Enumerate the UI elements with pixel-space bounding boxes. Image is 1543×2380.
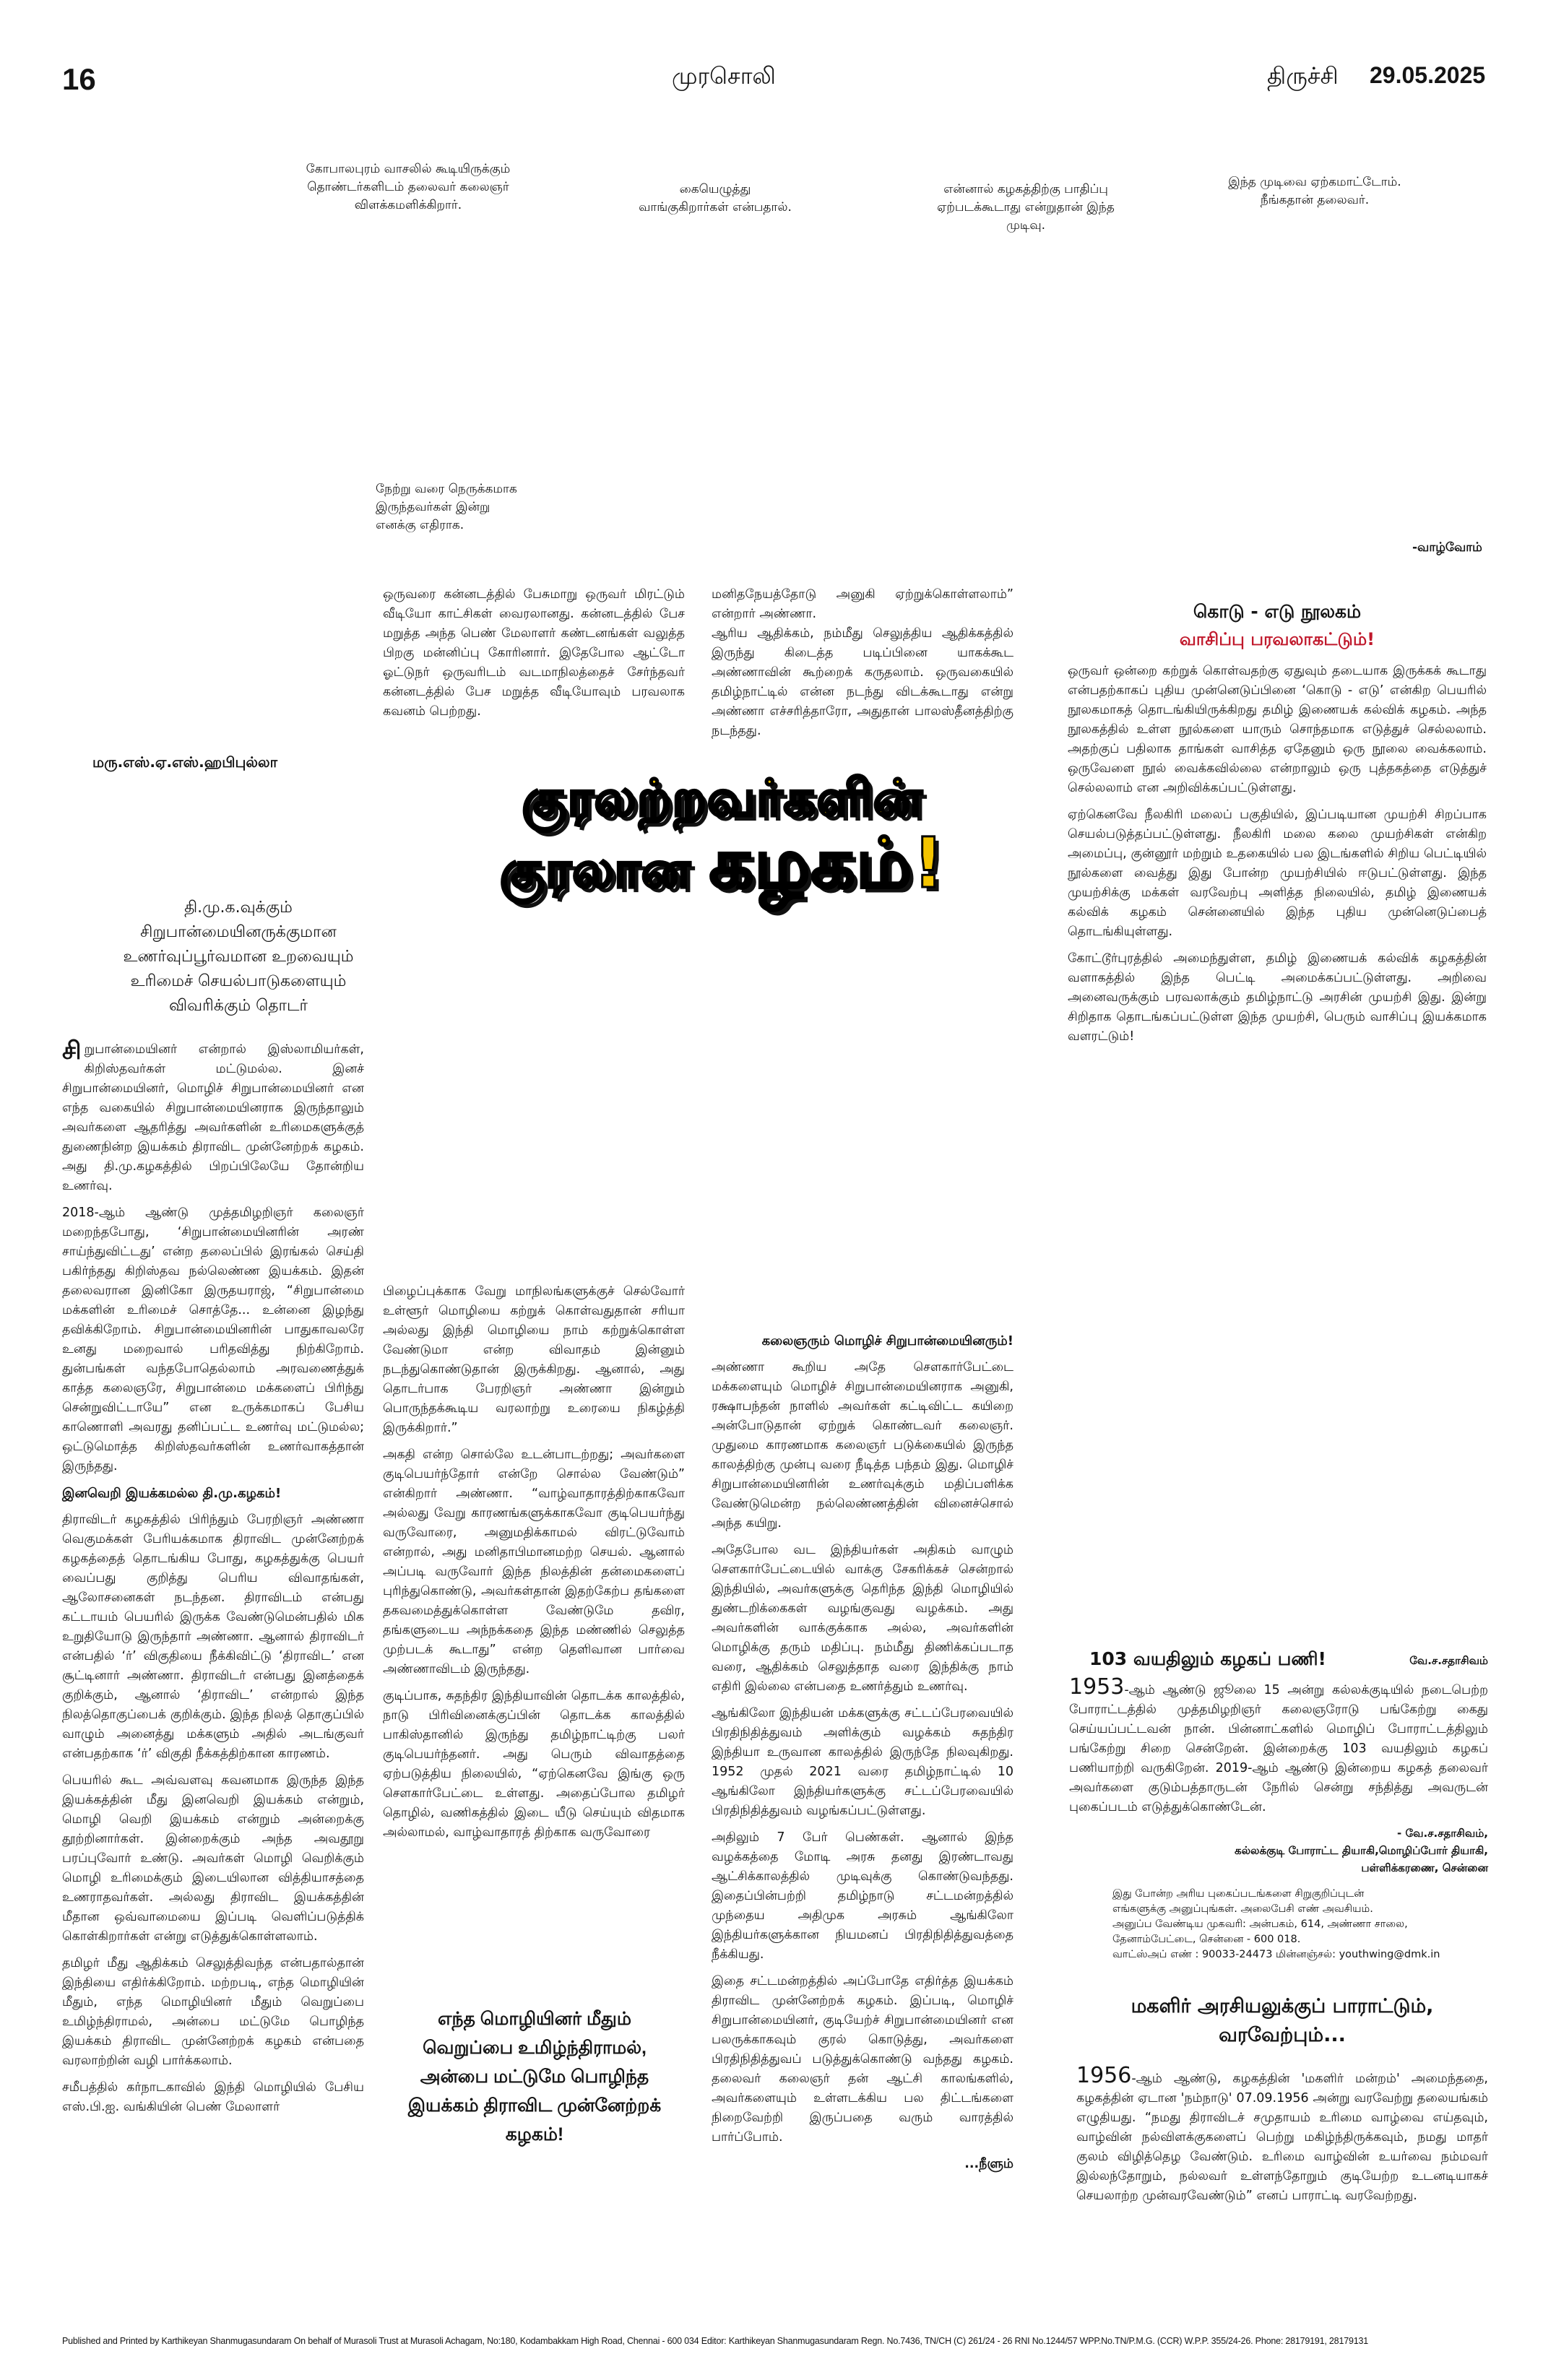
left-para-3: திராவிடர் கழகத்தில் பிரிந்தும் பேரறிஞர் அண்ணா வெகுமக்கள் பேரியக்கமாக திராவிட முன்னேற்றக் கழகத்தைத் தொடங்கிய போது, கழகத்துக்கு பெயர் வைப்பது குறித்து பெரிய விவாதங்கள், ஆலோசனைகள் நடந்தன. திராவிடம் என்பது கட்டாயம் பெயரில் இருக்க வேண்டுமென்பதில் மிக உறுதியோடு இருந்தார் அண்ணா. ஆனால் திராவிடர் என்பதில் ‘ர்’ விகுதியை நீக்கிவிட்டு ‘திராவிட’ என சூட்டினார் அண்ணா. திராவிடர் என்பது இனத்தைக் குறிக்கும், ஆனால் ‘திராவிட’ என்றால் இந்த நிலத்தொகுப்பைக் குறிக்கும். இந்த நிலத் தொகுப்பில் வாழும் அனைத்து மக்களும் அதில் அடங்குவர் என்பதற்காக ‘ர்’ விகுதி நீக்கத்திற்கான காரணம். xyxy=(62,1513,364,1761)
pull-quote: எந்த மொழியினர் மீதும் வெறுப்பை உமிழ்ந்திராமல், அன்பை மட்டுமே பொழிந்த இயக்கம் திராவிட முன்னேற்றக் கழகம்! xyxy=(407,2009,662,2145)
letter-body xyxy=(1069,1674,1488,1817)
left-column xyxy=(62,1037,364,2124)
right-para-1: அண்ணா கூறிய அதே சௌகார்பேட்டை மக்களையும் மொழிச் சிறுபான்மையினராக அனுகி, ரக்ஷாபந்தன் நாளில் அவர்கள் கட்டிவிட்ட கயிறை அன்போடுதான் ஏற்றுக் கொண்டவர் கலைஞர். முதுமை காரணமாக கலைஞர் படுக்கையில் இருந்த காலத்திற்கு முன்பு வரை நீடித்த பந்தம் இது. மொழிச் சிறுபான்மையினரின் உணர்வுக்கும் மதிப்பளிக்க வேண்டுமென்ற நல்லெண்ணத்தின் வினைச்சொல் அந்த கயிறு. xyxy=(712,1360,1013,1531)
body-col-top-2: மனிதநேயத்தோடு அனுகி ஏற்றுக்கொள்ளலாம்” என்றார் அண்ணா. ஆரிய ஆதிக்கம், நம்மீது செலுத்திய ஆதிக்கத்தில் இருந்து கிடைத்த படிப்பினை யாகக்கூட அண்ணாவின் கூற்றைக் கருதலாம். ஒருவகையில் தமிழ்நாட்டில் என்ன நடந்து விடக்கூடாது என்று அண்ணா எச்சரித்தாரோ, அதுதான் பாலஸ்தீனத்திற்கு நடந்தது. xyxy=(712,587,1013,738)
photo-caption-3: என்னால் கழகத்திற்கு பாதிப்பு ஏற்படக்கூடாது என்றுதான் இந்த முடிவு. xyxy=(937,182,1115,233)
letter-body-text: -ஆம் ஆண்டு ஜூலை 15 அன்று கல்லக்குடியில் நடைபெற்ற போராட்டத்தில் முத்தமிழறிஞர் கலைஞரோடு பங்கேற்று கைது செய்யப்பட்டவன் நான். பின்னாட்களில் மொழிப் போராட்டத்திலும் பங்கேற்று சிறை சென்றேன். இன்றைக்கு 103 வயதிலும் கழகப் பணியாற்றி வருகிறேன். 2019-ஆம் ஆண்டு இன்றைய கழகத் தலைவர் அவர்களை குடும்பத்தாருடன் நேரில் சென்று சந்தித்து அவருடன் புகைப்படம் எடுத்துக்கொண்டேன். xyxy=(1069,1683,1488,1814)
library-para-1: ஒருவர் ஒன்றை கற்றுக் கொள்வதற்கு ஏதுவும் தடையாக இருக்கக் கூடாது என்பதற்காகப் புதிய முன்னெடுப்பினை ‘கொடு - எடு’ என்கிற பெயரில் நூலகமாகத் தொடங்கியிருக்கிறது தமிழ் இணையக் கல்விக் கழகம். அந்த நூலகத்தில் உள்ள நூல்களை யாரும் சொந்தமாக எடுத்துச் செல்லலாம். அதற்குப் பதிலாக தாங்கள் வாசித்த ஏதேனும் ஒரு நூலை வைக்கலாம். ஒருவேளை நூல் வைக்கவில்லை என்றாலும் ஒரு புத்தகத்தை எடுத்துச் செல்லலாம் என அறிவிக்கப்பட்டுள்ளது. xyxy=(1068,664,1487,795)
notice-line-3: அனுப்ப வேண்டிய முகவரி: அன்பகம், 614, அண்ணா சாலை, xyxy=(1112,1918,1408,1930)
letter-title: 103 வயதிலும் கழகப் பணி! xyxy=(1089,1648,1326,1669)
right-subheading: கலைஞரும் மொழிச் சிறுபான்மையினரும்! xyxy=(761,1333,1013,1349)
middle-para-1: பிழைப்புக்காக வேறு மாநிலங்களுக்குச் செல்வோர் உள்ளூர் மொழியை கற்றுக் கொள்வதுதான் சரியா அல்லது இந்தி மொழியை நாம் கற்றுக்கொள்ள வேண்டுமா என்ற விவாதம் இன்னும் நடந்துகொண்டுதான் இருக்கிறது. ஆனால், அது தொடர்பாக பேரறிஞர் அண்ணா இன்றும் பொருந்தக்கூடிய வரலாற்று உரையை நிகழ்த்தி இருக்கிறார்.” xyxy=(383,1284,685,1435)
author-byline: மரு.எஸ்.ஏ.எஸ்.ஹபிபுல்லா xyxy=(92,753,278,771)
page-number: 16 xyxy=(62,62,96,96)
right-para-3: ஆங்கிலோ இந்தியன் மக்களுக்கு சட்டப்பேரவையில் பிரதிநிதித்துவம் அளிக்கும் வழக்கம் சுதந்திர இந்தியா உருவான காலத்தில் இருந்தே நிலவுகிறது. 1952 முதல் 2021 வரை தமிழ்நாட்டில் 10 ஆங்கிலோ இந்தியர்களுக்கு சட்டப்பேரவையில் பிரதிநிதித்துவம் வழங்கப்பட்டுள்ளது. xyxy=(712,1706,1013,1818)
newspaper-name: முரசொலி xyxy=(672,62,776,90)
left-para-2: 2018-ஆம் ஆண்டு முத்தமிழறிஞர் கலைஞர் மறைந்தபோது, ‘சிறுபான்மையினரின் அரண் சாய்ந்துவிட்டது’ என்ற தலைப்பில் இரங்கல் செய்தி பகிர்ந்தது கிறிஸ்தவ நல்லெண்ண இயக்கம். இதன் தலைவரான இனிகோ இருதயராஜ், “சிறுபான்மை மக்களின் உரிமைச் சொத்தே... உன்னை இழந்து தவிக்கிறோம். சிறுபான்மையினரின் பாதுகாவலரே உனது மறைவால் பரிதவித்து நிற்கிறோம். துன்பங்கள் வந்தபோதெல்லாம் அரவணைத்துக் காத்த கலைஞரே, சிறுபான்மை மக்களைப் பிரிந்து சென்றுவிட்டாயே” என உருக்கமாகப் பேசிய காணொளி அவரது தனிப்பட்ட உணர்வு மட்டுமல்ல; ஒட்டுமொத்த கிறிஸ்தவர்களின் உணர்வாகத்தான் இருந்தது. xyxy=(62,1206,364,1474)
signoff-previous: -வாழ்வோம் xyxy=(1412,540,1482,555)
letter-notice xyxy=(1112,1887,1488,1963)
right-para-5: இதை சட்டமன்றத்தில் அப்போதே எதிர்த்த இயக்கம் திராவிட முன்னேற்றக் கழகம். இப்படி, மொழிச் சிறுபான்மையினர், குடியேற்ச் சிறுபான்மையினர் என பலருக்காகவும் குரல் கொடுத்து, அவர்களை பிரதிநிதித்துவப் படுத்துக்கொண்டு வந்தது கழகம். தலைவர் கலைஞர் தன் ஆட்சி காலங்களில், அவர்களையும் உள்ளடக்கிய பல திட்டங்களை நிறைவேற்றி இருப்பதை வரும் வாரத்தில் பார்ப்போம். xyxy=(712,1974,1013,2145)
left-para-1-text: றுபான்மையினர் என்றால் இஸ்லாமியர்கள், கிறிஸ்தவர்கள் மட்டுமல்ல. இனச் சிறுபான்மையினர், மொழிச் சிறுபான்மையினர் என எந்த வகையில் சிறுபான்மையினராக இருந்தாலும் அவர்களை ஆதரித்து அவர்களின் உரிமைகளுக்குத் துணைநின்ற இயக்கம் திராவிட முன்னேற்றக் கழகம். அது தி.மு.கழகத்தில் பிறப்பிலேயே தோன்றிய உணர்வு. xyxy=(62,1042,364,1193)
headline-line-2a: குரலான xyxy=(500,840,709,899)
women-drop-year: 1956 xyxy=(1076,2063,1132,2088)
right-column xyxy=(712,1325,1013,2174)
library-box xyxy=(1068,601,1487,1054)
photo-caption-5: நேற்று வரை நெருக்கமாக இருந்தவர்கள் இன்று எனக்கு எதிராக. xyxy=(376,482,517,532)
letter-sign-3: பள்ளிக்கரணை, சென்னை xyxy=(1361,1861,1488,1874)
letter-author-short: வே.ச.சதாசிவம் xyxy=(1409,1654,1488,1667)
body-col-top-1: ஒருவரை கன்னடத்தில் பேசுமாறு ஒருவர் மிரட்டும் வீடியோ காட்சிகள் வைரலானது. கன்னடத்தில் பேச மறுத்த அந்த பெண் மேலாளர் கண்டனங்கள் வலுத்த பிறகு மன்னிப்பு கோரினார். இதேபோல ஆட்டோ ஓட்டுநர் ஒருவரிடம் வடமாநிலத்தைச் சேர்ந்தவர் கன்னடத்தில் பேச மறுத்த வீடியோவும் பரவலாக கவனம் பெற்றது. xyxy=(383,587,685,719)
women-body-text: -ஆம் ஆண்டு, கழகத்தின் 'மகளிர் மன்றம்' அமைந்ததை, கழகத்தின் ஏடான 'நம்நாடு' 07.09.1956 அன்று வரவேற்று தலையங்கம் எழுதியது. “நமது திராவிடச் சமுதாயம் உரிமை வாழ்வை எய்தவும், வாழ்வின் நல்விளக்குகளைப் பெற்று மகிழ்ந்திருக்கவும், நமது மாதர் குலம் விழித்தெழ வேண்டும். உரிமை வாழ்வின் உயர்வை நம்மவர் இல்லந்தோறும், நல்லவர் உள்ளந்தோறும் குடியேற்ற உடனடியாகச் செயலாற்ற முன்வரவேண்டும்” எனப் பாராட்டி வரவேற்றது. xyxy=(1076,2072,1488,2203)
letter-sign-1: - வே.ச.சதாசிவம், xyxy=(1397,1827,1488,1840)
left-para-5: தமிழர் மீது ஆதிக்கம் செலுத்திவந்த என்பதால்தான் இந்தியை எதிர்க்கிறோம். மற்றபடி, எந்த மொழியின் மீதும், எந்த மொழியினர் மீதும் வெறுப்பை உமிழ்ந்திராமல், அன்பை மட்டுமே பொழிந்த இயக்கம் திராவிட முன்னேற்றக் கழகம் என்பதை வரலாற்றின் வழி பார்க்கலாம். xyxy=(62,1956,364,2068)
left-para-1 xyxy=(62,1037,364,1196)
women-box xyxy=(1076,1992,1488,2206)
right-para-2: அதேபோல வட இந்தியர்கள் அதிகம் வாழும் சௌகார்பேட்டையில் வாக்கு சேகரிக்கச் சென்றால் இந்தியில், அவர்களுக்கு தெரிந்த இந்தி மொழியில் துண்டறிக்கைகள் வழங்குவது வழக்கம். அது அவர்களின் வாக்குக்காக அல்ல, அவர்களின் மொழிக்கு தரும் மதிப்பு. நம்மீது திணிக்கப்படாத வரை, ஆதிக்கம் செலுத்தாத வரை இந்திக்கு நாம் எதிரி இல்லை என்பதை உணர்த்தும் உணர்வு. xyxy=(712,1543,1013,1694)
middle-column xyxy=(383,1282,685,1850)
left-para-6: சமீபத்தில் கர்நாடகாவில் இந்தி மொழியில் பேசிய எஸ்.பி.ஐ. வங்கியின் பெண் மேலாளர் xyxy=(62,2080,364,2114)
edition-city: திருச்சி xyxy=(1267,62,1339,90)
library-box-title: கொடு - எடு நூலகம் xyxy=(1193,601,1362,622)
photo-caption-2: கையெழுத்து வாங்குகிறார்கள் என்பதால். xyxy=(639,182,792,215)
middle-para-3: குடிப்பாக, சுதந்திர இந்தியாவின் தொடக்க காலத்தில், நாடு பிரிவினைக்குப்பின் தொடக்க காலத்தில் பாகிஸ்தானில் இருந்து தமிழ்நாட்டிற்கு பலர் குடிபெயர்ந்தனர். அது பெரும் விவாதத்தை ஏற்படுத்திய நிலையில், “ஏற்கெனவே இங்கு ஒரு சௌகார்பேட்டை உள்ளது. அதைப்போல தமிழர் தொழில், வணிகத்தில் இடை யீடு செய்யும் விதமாக அல்லாமல், வாழ்வாதாரத் திற்காக வருவோரை xyxy=(383,1689,685,1840)
photo-caption-4: இந்த முடிவை ஏற்கமாட்டோம். நீங்கதான் தலைவர். xyxy=(1228,175,1401,207)
library-box-body xyxy=(1068,662,1487,1047)
left-subheading: இனவெறி இயக்கமல்ல தி.மு.கழகம்! xyxy=(62,1486,282,1501)
headline-line-1: குரலற்றவர்களின் xyxy=(522,769,923,828)
notice-line-4: தேனாம்பேட்டை, சென்னை - 600 018. xyxy=(1112,1934,1301,1945)
women-title-2: வரவேற்பும்... xyxy=(1219,2024,1346,2046)
notice-line-2: எங்களுக்கு அனுப்புங்கள். அலைபேசி எண் அவசியம். xyxy=(1112,1903,1373,1915)
drop-cap: சி xyxy=(62,1037,82,1065)
headline-line-2 xyxy=(462,823,982,904)
notice-line-1: இது போன்ற அரிய புகைப்படங்களை சிறுகுறிப்புடன் xyxy=(1112,1888,1365,1900)
notice-line-5: வாட்ஸ்அப் எண் : 90033-24473 மின்னஞ்சல்: youthwing@dmk.in xyxy=(1112,1949,1440,1960)
letter-drop-year: 1953 xyxy=(1069,1674,1125,1700)
letter-sign-2: கல்லக்குடி போராட்ட தியாகி,மொழிப்போர் தியாகி, xyxy=(1235,1844,1488,1857)
library-box-subtitle: வாசிப்பு பரவலாகட்டும்! xyxy=(1179,629,1375,649)
library-para-3: கோட்டூர்புரத்தில் அமைந்துள்ள, தமிழ் இணையக் கல்விக் கழகத்தின் வளாகத்தில் இந்த பெட்டி அமைக்கப்பட்டுள்ளது. அறிவை அனைவருக்கும் பரவலாக்கும் தமிழ்நாட்டு அரசின் முயற்சி இது. இன்று சிறிதாக தொடங்கப்பட்டுள்ள இந்த முயற்சி, பெரும் வாசிப்பு இயக்கமாக வளரட்டும்! xyxy=(1068,951,1487,1044)
left-para-4: பெயரில் கூட அவ்வளவு கவனமாக இருந்த இந்த இயக்கத்தின் மீது இனவெறி இயக்கம் என்றும், மொழி வெறி இயக்கம் என்றும் அன்றைக்கு தூற்றினார்கள். இன்றைக்கும் அந்த அவதூறு பரப்புவோர் உண்டு. அவர்கள் மொழி வெறிக்கும் மொழி உரிமைக்கும் இடையிலான வித்தியாசத்தை உணராதவர்கள். அல்லது திராவிட இயக்கத்தின் மீதான ஒவ்வாமையை இப்படி வெளிப்படுத்திக் கொள்கிறார்கள் என்று எடுத்துக்கொள்ளலாம். xyxy=(62,1773,364,1944)
library-para-2: ஏற்கெனவே நீலகிரி மலைப் பகுதியில், இப்படியான முயற்சி சிறப்பாக செயல்படுத்தப்பட்டுள்ளது. நீலகிரி மலை கலை முயற்சிகள் என்கிற அமைப்பு, குன்னூர் மற்றும் உதகையில் பல இடங்களில் சிறிய பெட்டியில் நூல்களை வைத்து இது போன்ற முயற்சியில் ஈடுபட்டுள்ளது. இந்த முயற்சிக்கு மக்கள் வரவேற்பு அளித்த நிலையில், தமிழ் இணையக் கல்விக் கழகம் சென்னையில் இந்த புதிய முன்னெடுப்பைத் தொடங்கியுள்ளது. xyxy=(1068,808,1487,939)
letter-head xyxy=(1069,1648,1488,1677)
photo-caption-1: கோபாலபுரம் வாசலில் கூடியிருக்கும் தொண்டர்களிடம் தலைவர் கலைஞர் விளக்கமளிக்கிறார். xyxy=(306,162,511,212)
women-title-1: மகளிர் அரசியலுக்குப் பாராட்டும், xyxy=(1131,1995,1434,2017)
edition-date: 29.05.2025 xyxy=(1370,62,1486,88)
main-headline xyxy=(462,766,982,902)
letter-box xyxy=(1069,1648,1488,1963)
right-para-4: அதிலும் 7 பேர் பெண்கள். ஆனால் இந்த வழக்கத்தை மோடி அரசு தனது இரண்டாவது ஆட்சிக்காலத்தில் முடிவுக்கு கொண்டுவந்தது. இதைப்பின்பற்றி தமிழ்நாடு சட்டமன்றத்தில் முந்தைய அதிமுக அரசும் ஆங்கிலோ இந்தியர்களுக்கான நியமனப் பிரதிநிதித்துவத்தை நீக்கியது. xyxy=(712,1830,1013,1962)
continued-marker: ...நீளும் xyxy=(964,2157,1013,2171)
headline-line-2b: கழகம்! xyxy=(709,823,945,904)
imprint-footer: Published and Printed by Karthikeyan Shanmugasundaram On behalf of Murasoli Trust at Murasoli Achagam, No:180, Kodambakkam High Road, Chennai - 600 034 Editor: Karthikeyan Shanmugasundaram Regn. No.7436, TN/CH (C) 261/24 - 26 RNI No.1244/57 WPP.No.TN/P.M.G. (CCR) W.P.P. 355/24-26. Phone: 28179191, 28179131 xyxy=(62,2336,1368,2346)
letter-signature xyxy=(1069,1825,1488,1877)
series-intro: தி.மு.க.வுக்கும் சிறுபான்மையினருக்குமான உணர்வுப்பூர்வமான உறவையும் உரிமைச் செயல்பாடுகளையும் விவரிக்கும் தொடர் xyxy=(123,899,354,1015)
middle-para-2: அகதி என்ற சொல்லே உடன்பாடற்றது; அவர்களை குடிபெயர்ந்தோர் என்றே சொல்ல வேண்டும்” என்கிறார் அண்ணா. “வாழ்வாதாரத்திற்காகவோ அல்லது வேறு காரணங்களுக்காகவோ குடிபெயர்ந்து வருவோரை, அனுமதிக்காமல் விரட்டுவோம் என்றால், அது மனிதாபிமானமற்ற செயல். ஆனால் அப்படி வருவோர் இந்த நிலத்தின் தன்மைகளைப் புரிந்துகொண்டு, அவர்கள்தான் இதற்கேற்ப தங்களை தகவமைத்துக்கொள்ள வேண்டுமே தவிர, தங்களுடைய அந்நக்கதை இந்த மண்ணில் செலுத்த முற்படக் கூடாது” என்ற தெளிவான பார்வை அண்ணாவிடம் இருந்தது. xyxy=(383,1448,685,1676)
women-body xyxy=(1076,2063,1488,2206)
